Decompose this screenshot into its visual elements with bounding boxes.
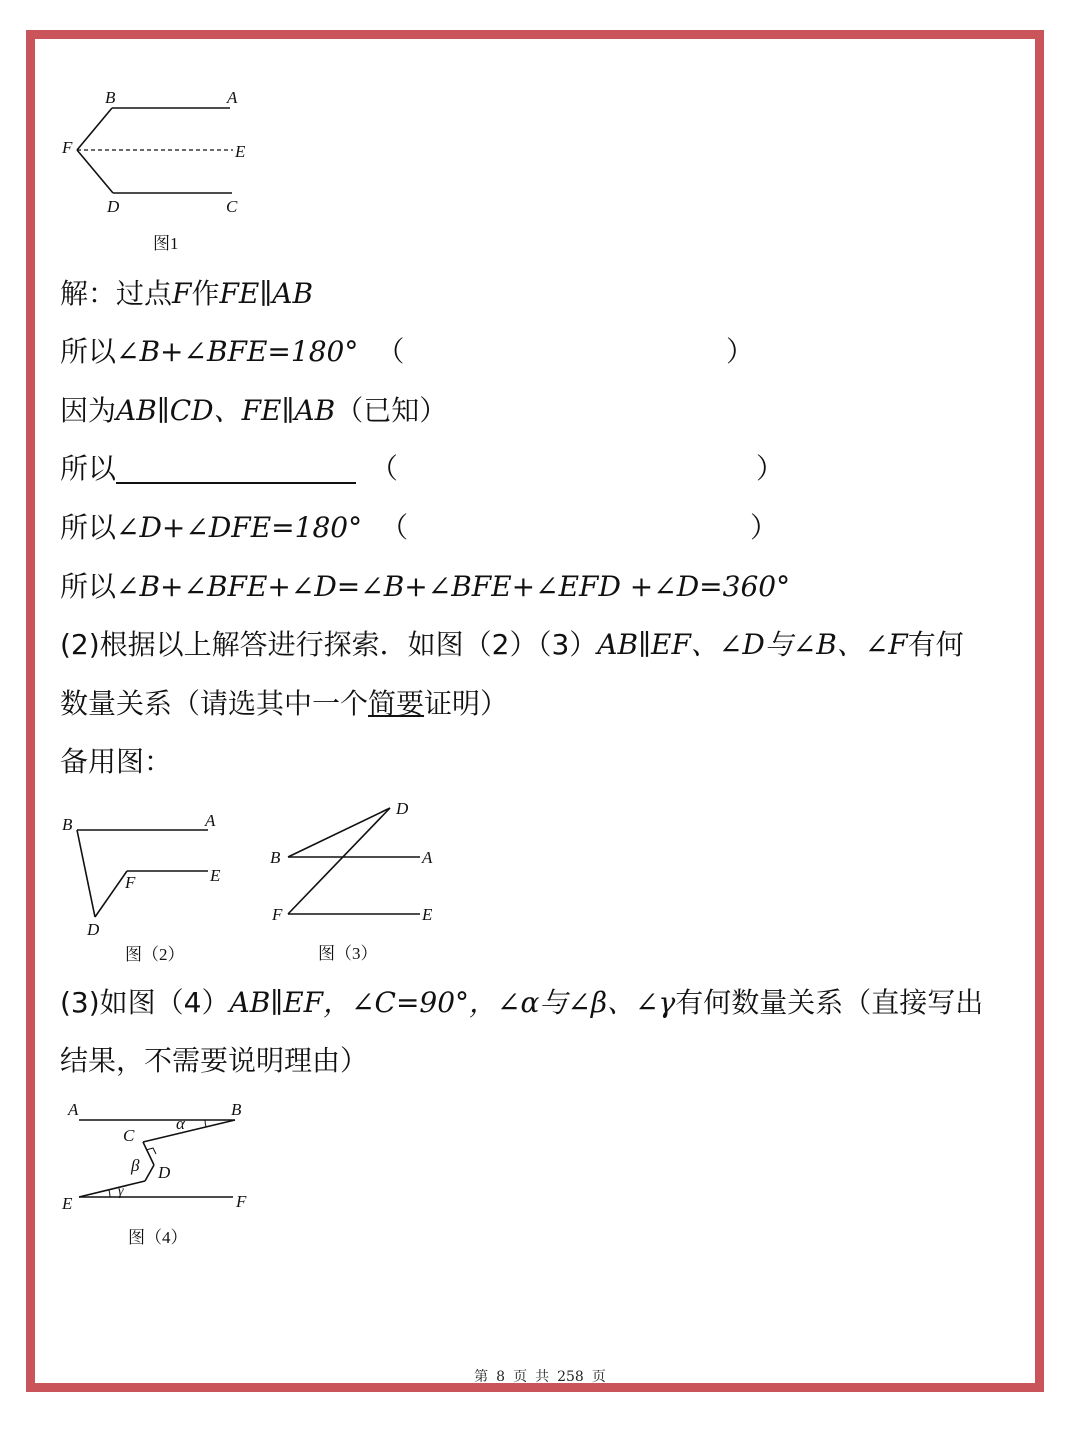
solution-line-1-mid: 作 [191,277,220,310]
footer-total-pages: 258 [557,1369,584,1385]
fig3-label-B: B [270,848,281,867]
fig2-label-E: E [210,866,221,885]
solution-line-2-expr: ∠B+∠BFE=180° [116,335,359,368]
solution-line-1 [60,276,313,312]
fig2-label-D: D [87,920,100,939]
fig4-label-D: D [158,1163,171,1182]
footer-page-number: 8 [496,1369,506,1385]
figure-1 [55,85,265,260]
spare-figure-label: 备用图： [60,745,173,778]
solution-line-4-reason-open: （ [370,452,399,485]
solution-line-2-prefix: 所以 [60,335,117,368]
fig1-label-E: E [235,142,246,161]
solution-line-3-reason: （已知） [335,394,448,427]
fig4-label-beta: β [131,1156,140,1175]
question-3-line-1 [60,985,983,1021]
solution-line-5-reason-open: （ [380,511,409,544]
figure-4 [55,1095,265,1255]
question-2-expr: AB∥EF、∠D与∠B、∠F [597,628,908,661]
fig1-label-C: C [226,197,238,216]
fig1-label-B: B [105,88,116,107]
fig3-caption: 图（3） [318,944,378,963]
fig3-label-A: A [422,848,433,867]
solution-line-2 [60,334,404,370]
solution-line-5 [60,510,408,546]
question-3-suffix: 有何数量关系（直接写出 [675,986,984,1019]
fig2-caption: 图（2） [125,945,185,964]
question-2-line-1 [60,627,964,663]
footer-prefix: 第 [474,1369,489,1385]
solution-line-4-prefix: 所以 [60,452,117,485]
fig3-label-D: D [396,799,409,818]
fig3-label-E: E [422,905,433,924]
figure-3 [260,795,450,970]
fig4-label-B: B [231,1100,242,1119]
solution-line-6-expr: ∠B+∠BFE+∠D=∠B+∠BFE+∠EFD +∠D=360° [116,570,791,603]
answer-blank[interactable] [116,454,356,484]
solution-line-1-expr: FE∥AB [219,277,314,310]
question-2-line-2-prefix: 数量关系（请选其中一个 [60,687,369,720]
fig2-label-F: F [125,873,136,892]
figure-2 [55,800,235,970]
solution-line-5-reason-close: ） [750,511,779,544]
question-3-prefix: (3)如图（4） [60,986,230,1019]
solution-line-5-prefix: 所以 [60,511,117,544]
fig4-label-C: C [123,1126,135,1145]
fig2-label-B: B [62,815,73,834]
fig4-label-alpha: α [176,1114,185,1133]
solution-line-6 [60,569,790,605]
solution-line-1-point: F [172,277,192,310]
fig4-label-A: A [68,1100,79,1119]
footer-mid1: 页 [513,1369,528,1385]
fig2-label-A: A [205,811,216,830]
fig1-label-D: D [107,197,120,216]
fig1-caption: 图1 [153,234,179,253]
solution-line-3-prefix: 因为 [60,394,117,427]
fig4-caption: 图（4） [128,1228,188,1247]
fig4-label-F: F [236,1192,247,1211]
fig1-label-F: F [62,138,73,157]
solution-line-1-prefix: 解：过点 [60,277,173,310]
question-2-line-2-suffix: 证明） [424,687,509,720]
solution-line-2-reason-close: ） [726,335,755,368]
question-2-line-2 [60,686,508,722]
question-3-expr: AB∥EF，∠C=90°，∠α与∠β、∠γ [229,986,676,1019]
solution-line-2-reason-open: （ [376,335,405,368]
solution-line-5-expr: ∠D+∠DFE=180° [116,511,363,544]
question-3-line-2: 结果，不需要说明理由） [60,1044,369,1077]
fig1-label-A: A [227,88,238,107]
question-2-underlined: 简要 [368,687,425,720]
solution-line-3-expr: AB∥CD、FE∥AB [116,394,336,427]
solution-line-4-reason-close: ） [756,452,785,485]
solution-line-6-prefix: 所以 [60,570,117,603]
question-2-prefix: (2)根据以上解答进行探索．如图（2）（3） [60,628,598,661]
question-2-suffix: 有何 [907,628,964,661]
fig4-label-E: E [62,1194,73,1213]
fig3-label-F: F [272,905,283,924]
footer-mid2: 共 [535,1369,550,1385]
page-footer [0,1366,1080,1386]
fig4-label-gamma: γ [118,1184,124,1199]
solution-line-4 [60,451,398,487]
solution-line-3 [60,393,447,429]
footer-suffix: 页 [591,1369,606,1385]
